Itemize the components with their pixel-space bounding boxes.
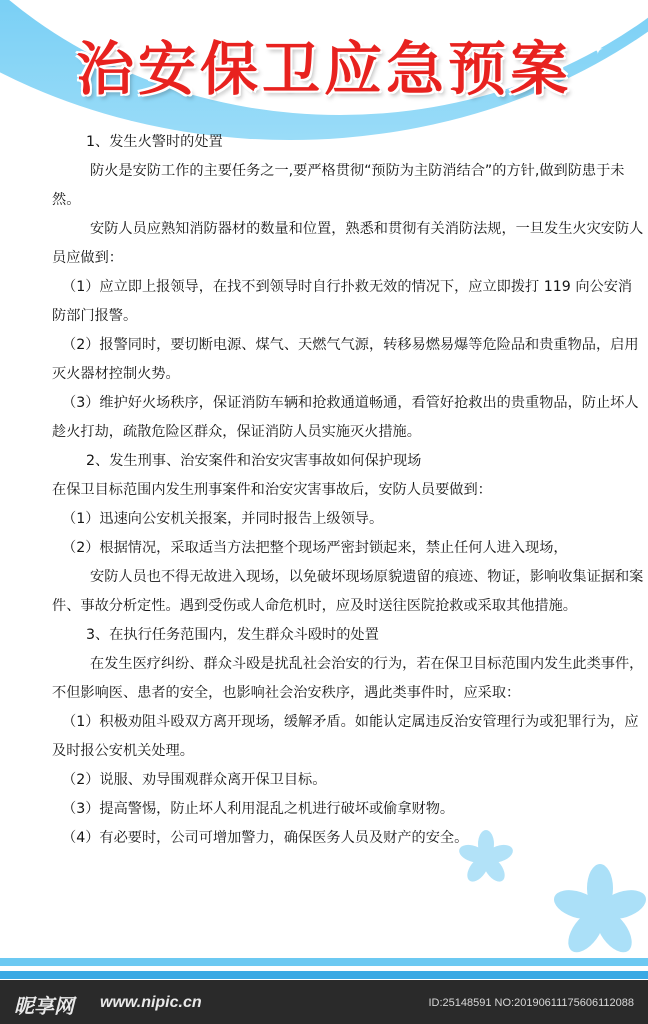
paragraph: 安防人员应熟知消防器材的数量和位置，熟悉和贯彻有关消防法规，一旦发生火灾安防人员应做到： [52, 221, 644, 266]
list-item: （1）积极劝阻斗殴双方离开现场，缓解矛盾。如能认定属违反治安管理行为或犯罪行为，应及时报公安机关处理。 [52, 714, 639, 759]
watermark-logo: 昵享网 [14, 994, 74, 1018]
list-item: （4）有必要时，公司可增加警力，确保医务人员及财产的安全。 [62, 830, 469, 846]
paragraph: 在发生医疗纠纷、群众斗殴是扰乱社会治安的行为，若在保卫目标范围内发生此类事件，不但影响医、患者的安全，也影响社会治安秩序，遇此类事件时，应采取： [52, 656, 644, 701]
list-item: （2）说服、劝导围观群众离开保卫目标。 [62, 772, 327, 788]
sparkle-icon: ✦ [540, 10, 562, 40]
flower-icon [550, 862, 648, 962]
list-item: （3）维护好火场秩序，保证消防车辆和抢救通道畅通，看管好抢救出的贵重物品，防止坏人趁火打劫，疏散危险区群众，保证消防人员实施灭火措施。 [52, 395, 639, 440]
watermark-id: ID:25148591 NO:20190611175606112088 [428, 997, 634, 1009]
sparkle-icon: ✦ [576, 96, 592, 117]
section-heading: 2、发生刑事、治安案件和治安灾害事故如何保护现场 [86, 453, 422, 469]
sparkle-icon: ✦ [48, 96, 60, 112]
footer-stripe [0, 971, 648, 979]
watermark-url: www.nipic.cn [100, 994, 202, 1011]
sparkle-icon: ✦ [592, 42, 604, 58]
list-item: （1）迅速向公安机关报案，并同时报告上级领导。 [62, 511, 384, 527]
list-item: （2）根据情况，采取适当方法把整个现场严密封锁起来，禁止任何人进入现场， [62, 540, 568, 556]
paragraph: 防火是安防工作的主要任务之一,要严格贯彻“预防为主防消结合”的方针,做到防患于未然。 [52, 163, 625, 208]
page-title: 治安保卫应急预案 [75, 35, 572, 103]
paragraph: 安防人员也不得无故进入现场，以免破坏现场原貌遗留的痕迹、物证，影响收集证据和案件、事故分析定性。遇到受伤或人命危机时，应及时送往医院抢救或采取其他措施。 [52, 569, 644, 614]
document-body [52, 128, 644, 853]
footer-stripe [0, 958, 648, 966]
list-item: （1）应立即上报领导，在找不到领导时自行扑救无效的情况下，应立即拨打 119 向公安消防部门报警。 [52, 279, 633, 324]
list-item: （3）提高警惕，防止坏人利用混乱之机进行破坏或偷拿财物。 [62, 801, 455, 817]
section-heading: 1、发生火警时的处置 [86, 134, 223, 150]
list-item: （2）报警同时，要切断电源、煤气、天燃气气源，转移易燃易爆等危险品和贵重物品，启用灭火器材控制火势。 [52, 337, 639, 382]
paragraph: 在保卫目标范围内发生刑事案件和治安灾害事故后，安防人员要做到： [52, 482, 492, 498]
section-heading: 3、在执行任务范围内，发生群众斗殴时的处置 [86, 627, 379, 643]
